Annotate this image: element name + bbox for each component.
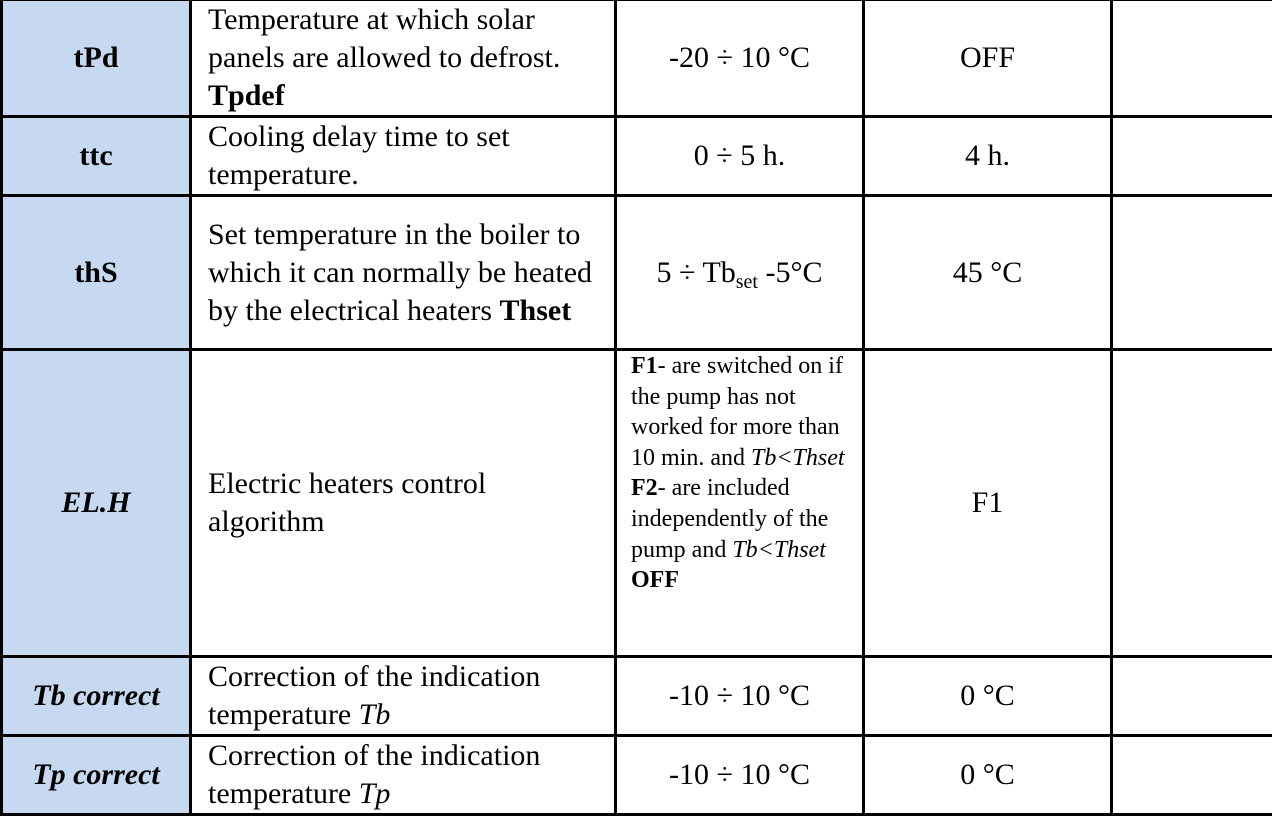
param-default: 0 °C — [864, 736, 1112, 815]
param-note — [1112, 0, 1272, 117]
table-row — [2, 736, 1272, 815]
param-code: Tb correct — [2, 657, 191, 736]
param-description: Correction of the indication temperature Tb — [191, 657, 616, 736]
param-note — [1112, 736, 1272, 815]
table-row — [2, 117, 1272, 196]
param-range-options: F1- are switched on if the pump has not worked for more than 10 min. and Tb<Thset F2- are included independently of the pump and Tb<Thset OFF — [616, 350, 864, 657]
param-description: Set temperature in the boiler to which it can normally be heated by the electrical heaters Thset — [191, 196, 616, 350]
param-range: -10 ÷ 10 °C — [616, 657, 864, 736]
param-range: -20 ÷ 10 °C — [616, 0, 864, 117]
param-code: tPd — [2, 0, 191, 117]
table-row — [2, 196, 1272, 350]
param-range: -10 ÷ 10 °C — [616, 736, 864, 815]
table-row — [2, 0, 1272, 117]
table-row — [2, 657, 1272, 736]
param-symbol: Thset — [500, 294, 572, 327]
param-description: Cooling delay time to set temperature. — [191, 117, 616, 196]
param-note — [1112, 350, 1272, 657]
param-default: 45 °C — [864, 196, 1112, 350]
param-description: Temperature at which solar panels are allowed to defrost. Tpdef — [191, 0, 616, 117]
param-code: ttc — [2, 117, 191, 196]
param-code: thS — [2, 196, 191, 350]
param-default: F1 — [864, 350, 1112, 657]
param-symbol: Tpdef — [208, 79, 285, 112]
param-description: Electric heaters control algorithm — [191, 350, 616, 657]
param-default: OFF — [864, 0, 1112, 117]
table-row — [2, 350, 1272, 657]
param-range: $5 \div Tb_{set}$ -5°C — [616, 196, 864, 350]
param-code: Tp correct — [2, 736, 191, 815]
param-default: 4 h. — [864, 117, 1112, 196]
param-note — [1112, 196, 1272, 350]
param-default: 0 °C — [864, 657, 1112, 736]
param-range: 0 ÷ 5 h. — [616, 117, 864, 196]
param-note — [1112, 117, 1272, 196]
param-note — [1112, 657, 1272, 736]
param-description: Correction of the indication temperature Tp — [191, 736, 616, 815]
param-code: EL.H — [2, 350, 191, 657]
